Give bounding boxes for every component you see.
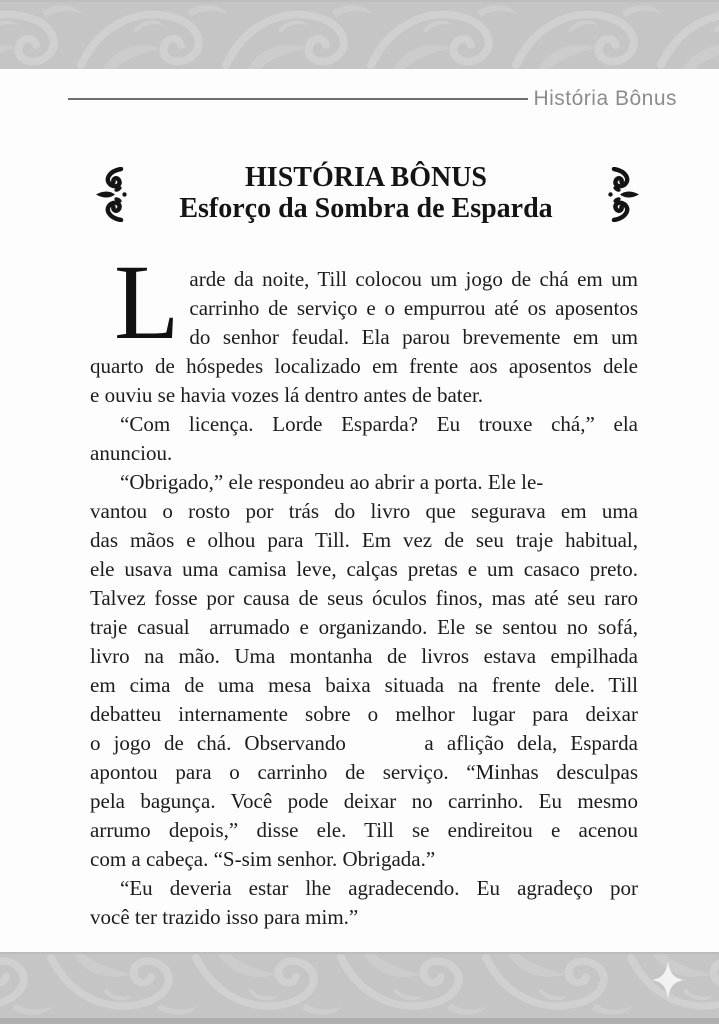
body-line: ele usava uma camisa leve, calças pretas e um casaco preto. <box>90 557 638 581</box>
drop-cap: L <box>114 244 180 362</box>
body-line: do senhor feudal. Ela parou brevemente em um <box>189 325 638 349</box>
body-line: anunciou. <box>90 441 173 465</box>
paragraph <box>90 468 638 874</box>
body-line: vantou o rosto por trás do livro que segurava em uma <box>90 499 638 523</box>
header-rule <box>68 98 528 100</box>
body-line: “Com licença. Lorde Esparda? Eu trouxe chá,” ela <box>120 412 638 436</box>
body-line: debatteu internamente sobre o melhor lugar para deixar <box>90 702 638 726</box>
body-line: “Eu deveria estar lhe agradecendo. Eu agradeço por <box>120 876 638 900</box>
body-line: Talvez fosse por causa de seus óculos finos, mas até seu raro <box>90 586 638 610</box>
body-line: o jogo de chá. Observando a aflição dela, Esparda <box>90 731 638 755</box>
paragraph <box>90 874 638 932</box>
body-line: você ter trazido isso para mim.” <box>90 905 359 929</box>
body-line: pela bagunça. Você pode deixar no carrinho. Eu mesmo <box>90 789 638 813</box>
fleuron-right-icon <box>606 167 640 222</box>
body-line: e ouviu se havia vozes lá dentro antes de bater. <box>90 383 484 407</box>
top-decorative-border <box>0 0 719 69</box>
body-line: arrumo depois,” disse ele. Till se endireitou e acenou <box>90 818 638 842</box>
body-line: em cima de uma mesa baixa situada na frente dele. Till <box>90 673 638 697</box>
body-line: quarto de hóspedes localizado em frente aos aposentos dele <box>90 354 638 378</box>
paragraph <box>90 410 638 468</box>
story-text <box>90 244 638 932</box>
body-line: das mãos e olhou para Till. Em vez de seu traje habitual, <box>90 528 638 552</box>
body-line: carrinho de serviço e o empurrou até os aposentos <box>189 296 638 320</box>
body-line: com a cabeça. “S-sim senhor. Obrigada.” <box>90 847 436 871</box>
bottom-decorative-border <box>0 952 719 1024</box>
paragraph <box>90 244 638 410</box>
body-line: apontou para o carrinho de serviço. “Minhas desculpas <box>90 760 638 784</box>
header-section-label: História Bônus <box>533 87 677 110</box>
chapter-title-block <box>94 162 638 224</box>
body-line: livro na mão. Uma montanha de livros estava empilhada <box>90 644 638 668</box>
damask-pattern-top <box>0 2 719 69</box>
chapter-title: HISTÓRIA BÔNUS <box>245 162 487 193</box>
body-line: arde da noite, Till colocou um jogo de chá em um <box>189 267 638 291</box>
body-line: “Obrigado,” ele respondeu ao abrir a porta. Ele le- <box>120 470 544 494</box>
sparkle-icon <box>652 961 684 999</box>
body-line: traje casual arrumado e organizando. Ele se sentou no sofá, <box>90 615 638 639</box>
damask-pattern-bottom <box>0 954 719 1018</box>
chapter-subtitle: Esforço da Sombra de Esparda <box>179 193 553 224</box>
